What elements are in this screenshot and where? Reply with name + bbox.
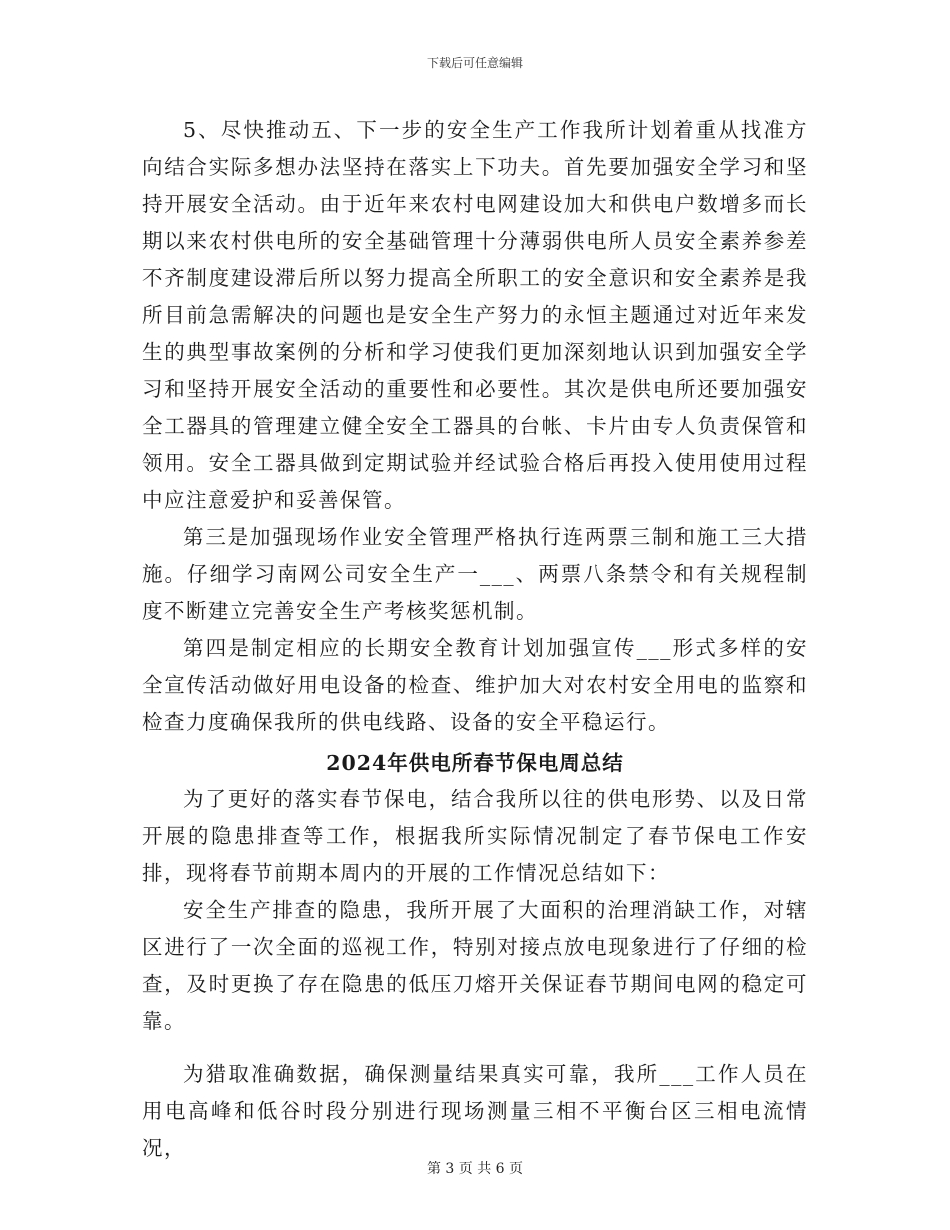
paragraph-intro: 为了更好的落实春节保电，结合我所以往的供电形势、以及日常开展的隐患排查等工作，根据我所实际情况制定了春节保电工作安排，现将春节前期本周内的开展的工作情况总结如下： — [142, 787, 808, 885]
paragraph-fourth-point: 第四是制定相应的长期安全教育计划加强宣传___形式多样的安全宣传活动做好用电设备的检查、维护加大对农村安全用电的监察和检查力度确保我所的供电线路、设备的安全平稳运行。 — [142, 636, 808, 734]
paragraph-safety-plan: 5、尽快推动五、下一步的安全生产工作我所计划着重从找准方向结合实际多想办法坚持在落实上下功夫。首先要加强安全学习和坚持开展安全活动。由于近年来农村电网建设加大和供电户数增多而长期以来农村供电所的安全基础管理十分薄弱供电所人员安全素养参差不齐制度建设滞后所以努力提高全所职工的安全意识和安全素养是我所目前急需解决的问题也是安全生产努力的永恒主题通过对近年来发生的典型事故案例的分析和学习使我们更加深刻地认识到加强安全学习和坚持开展安全活动的重要性和必要性。其次是供电所还要加强安全工器具的管理建立健全安全工器具的台帐、卡片由专人负责保管和领用。安全工器具做到定期试验并经试验合格后再投入使用使用过程中应注意爱护和妥善保管。 — [142, 118, 808, 512]
document-body — [142, 112, 808, 1167]
page-number-footer: 第 3 页 共 6 页 — [426, 1161, 524, 1177]
page-header-note: 下载后可任意编辑 — [426, 56, 523, 70]
section-title: 2024年供电所春节保电周总结 — [326, 751, 624, 775]
paragraph-third-point: 第三是加强现场作业安全管理严格执行连两票三制和施工三大措施。仔细学习南网公司安全生产一___、两票八条禁令和有关规程制度不断建立完善安全生产考核奖惩机制。 — [142, 525, 808, 623]
paragraph-measurement: 为猎取准确数据，确保测量结果真实可靠，我所___工作人员在用电高峰和低谷时段分别进行现场测量三相不平衡台区三相电流情况， — [142, 1062, 808, 1160]
paragraph-hazard-inspection: 安全生产排查的隐患，我所开展了大面积的治理消缺工作，对辖区进行了一次全面的巡视工作，特别对接点放电现象进行了仔细的检查，及时更换了存在隐患的低压刀熔开关保证春节期间电网的稳定可靠。 — [142, 898, 808, 1033]
